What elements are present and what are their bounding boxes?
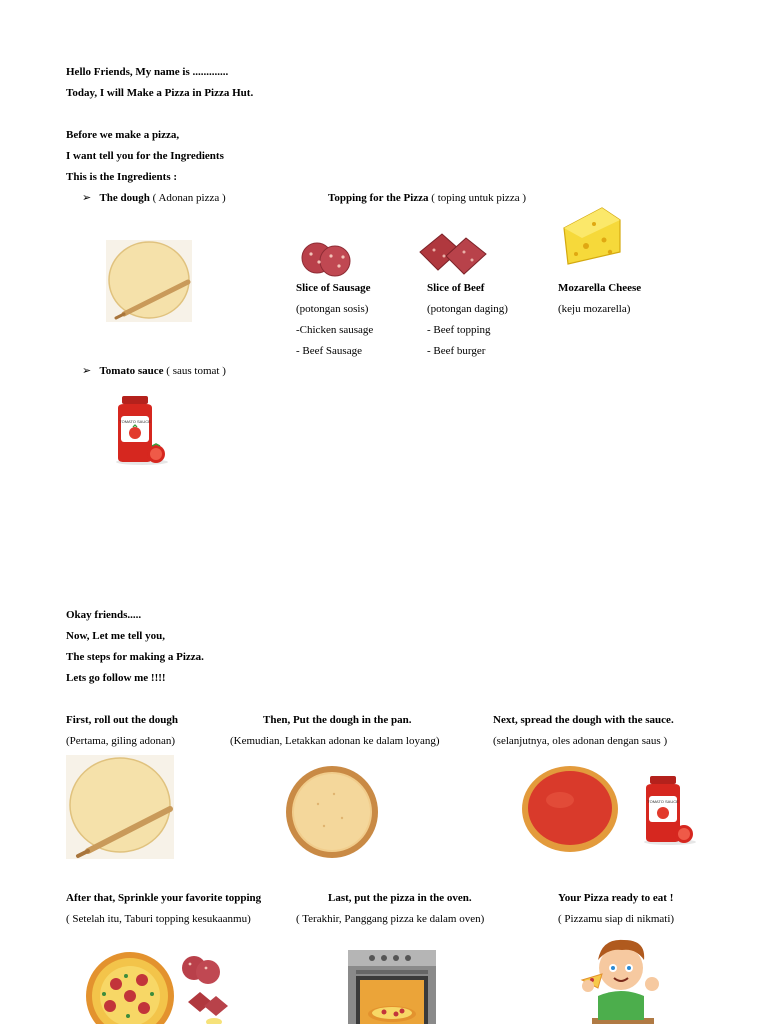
intro-line-2: Today, I will Make a Pizza in Pizza Hut. xyxy=(66,87,254,99)
step-2-title: Then, Put the dough in the pan. xyxy=(263,714,412,726)
step-5-oven-image xyxy=(322,940,440,1024)
step-2-dough-pan-image xyxy=(284,764,380,860)
intro-line-3: Before we make a pizza, xyxy=(66,129,180,141)
step-6-title: Your Pizza ready to eat ! xyxy=(558,892,674,904)
dough-heading: ➢ The dough ( Adonan pizza ) xyxy=(82,192,226,204)
step-4-title: After that, Sprinkle your favorite topping xyxy=(66,892,262,904)
sauce-heading: ➢ Tomato sauce ( saus tomat ) xyxy=(82,365,226,377)
step-6-sub: ( Pizzamu siap di nikmati) xyxy=(558,913,675,925)
beef-option-2: - Beef burger xyxy=(427,345,486,357)
step-5-sub: ( Terakhir, Panggang pizza ke dalam oven) xyxy=(296,913,485,925)
dough-rolling-pin-image xyxy=(106,240,192,322)
step-1-title: First, roll out the dough xyxy=(66,714,178,726)
bullet-icon: ➢ xyxy=(82,365,92,377)
sausage-title: Slice of Sausage xyxy=(296,282,371,294)
jar-label-text: TOMATO SAUCE xyxy=(647,799,679,804)
steps-intro-line-1: Okay friends..... xyxy=(66,609,142,621)
intro-line-5: This is the Ingredients : xyxy=(66,171,178,183)
steps-intro-line-2: Now, Let me tell you, xyxy=(66,630,165,642)
beef-option-1: - Beef topping xyxy=(427,324,491,336)
beef-sub: (potongan daging) xyxy=(427,303,508,315)
step-3-sauce-pizza-image xyxy=(520,764,620,854)
step-3-title: Next, spread the dough with the sauce. xyxy=(493,714,674,726)
steps-intro-line-4: Lets go follow me !!!! xyxy=(66,672,166,684)
cheese-image xyxy=(558,202,624,272)
jar-label-text: TOMATO SAUCE xyxy=(119,419,151,424)
step-3-sub: (selanjutnya, oles adonan dengan saus ) xyxy=(493,735,668,747)
sausage-slices-image xyxy=(299,240,355,278)
step-3-sauce-jar-image xyxy=(636,772,700,846)
sausage-option-2: - Beef Sausage xyxy=(296,345,362,357)
step-4-topping-pizza-image xyxy=(82,950,232,1024)
bullet-icon: ➢ xyxy=(82,192,92,204)
step-6-boy-eating-image xyxy=(572,930,670,1024)
step-4-sub: ( Setelah itu, Taburi topping kesukaanmu) xyxy=(66,913,251,925)
topping-heading: Topping for the Pizza ( toping untuk pizza ) xyxy=(328,192,526,204)
steps-intro-line-3: The steps for making a Pizza. xyxy=(66,651,204,663)
beef-slices-image xyxy=(416,226,488,278)
step-1-rolling-image xyxy=(66,755,174,859)
step-1-sub: (Pertama, giling adonan) xyxy=(66,735,176,747)
intro-line-1: Hello Friends, My name is ............. xyxy=(66,66,229,78)
step-2-sub: (Kemudian, Letakkan adonan ke dalam loyang) xyxy=(230,735,440,747)
beef-title: Slice of Beef xyxy=(427,282,485,294)
sausage-option-1: -Chicken sausage xyxy=(296,324,374,336)
cheese-sub: (keju mozarella) xyxy=(558,303,631,315)
tomato-sauce-jar-image xyxy=(108,392,172,466)
step-5-title: Last, put the pizza in the oven. xyxy=(328,892,472,904)
sausage-sub: (potongan sosis) xyxy=(296,303,369,315)
intro-line-4: I want tell you for the Ingredients xyxy=(66,150,224,162)
cheese-title: Mozarella Cheese xyxy=(558,282,642,294)
